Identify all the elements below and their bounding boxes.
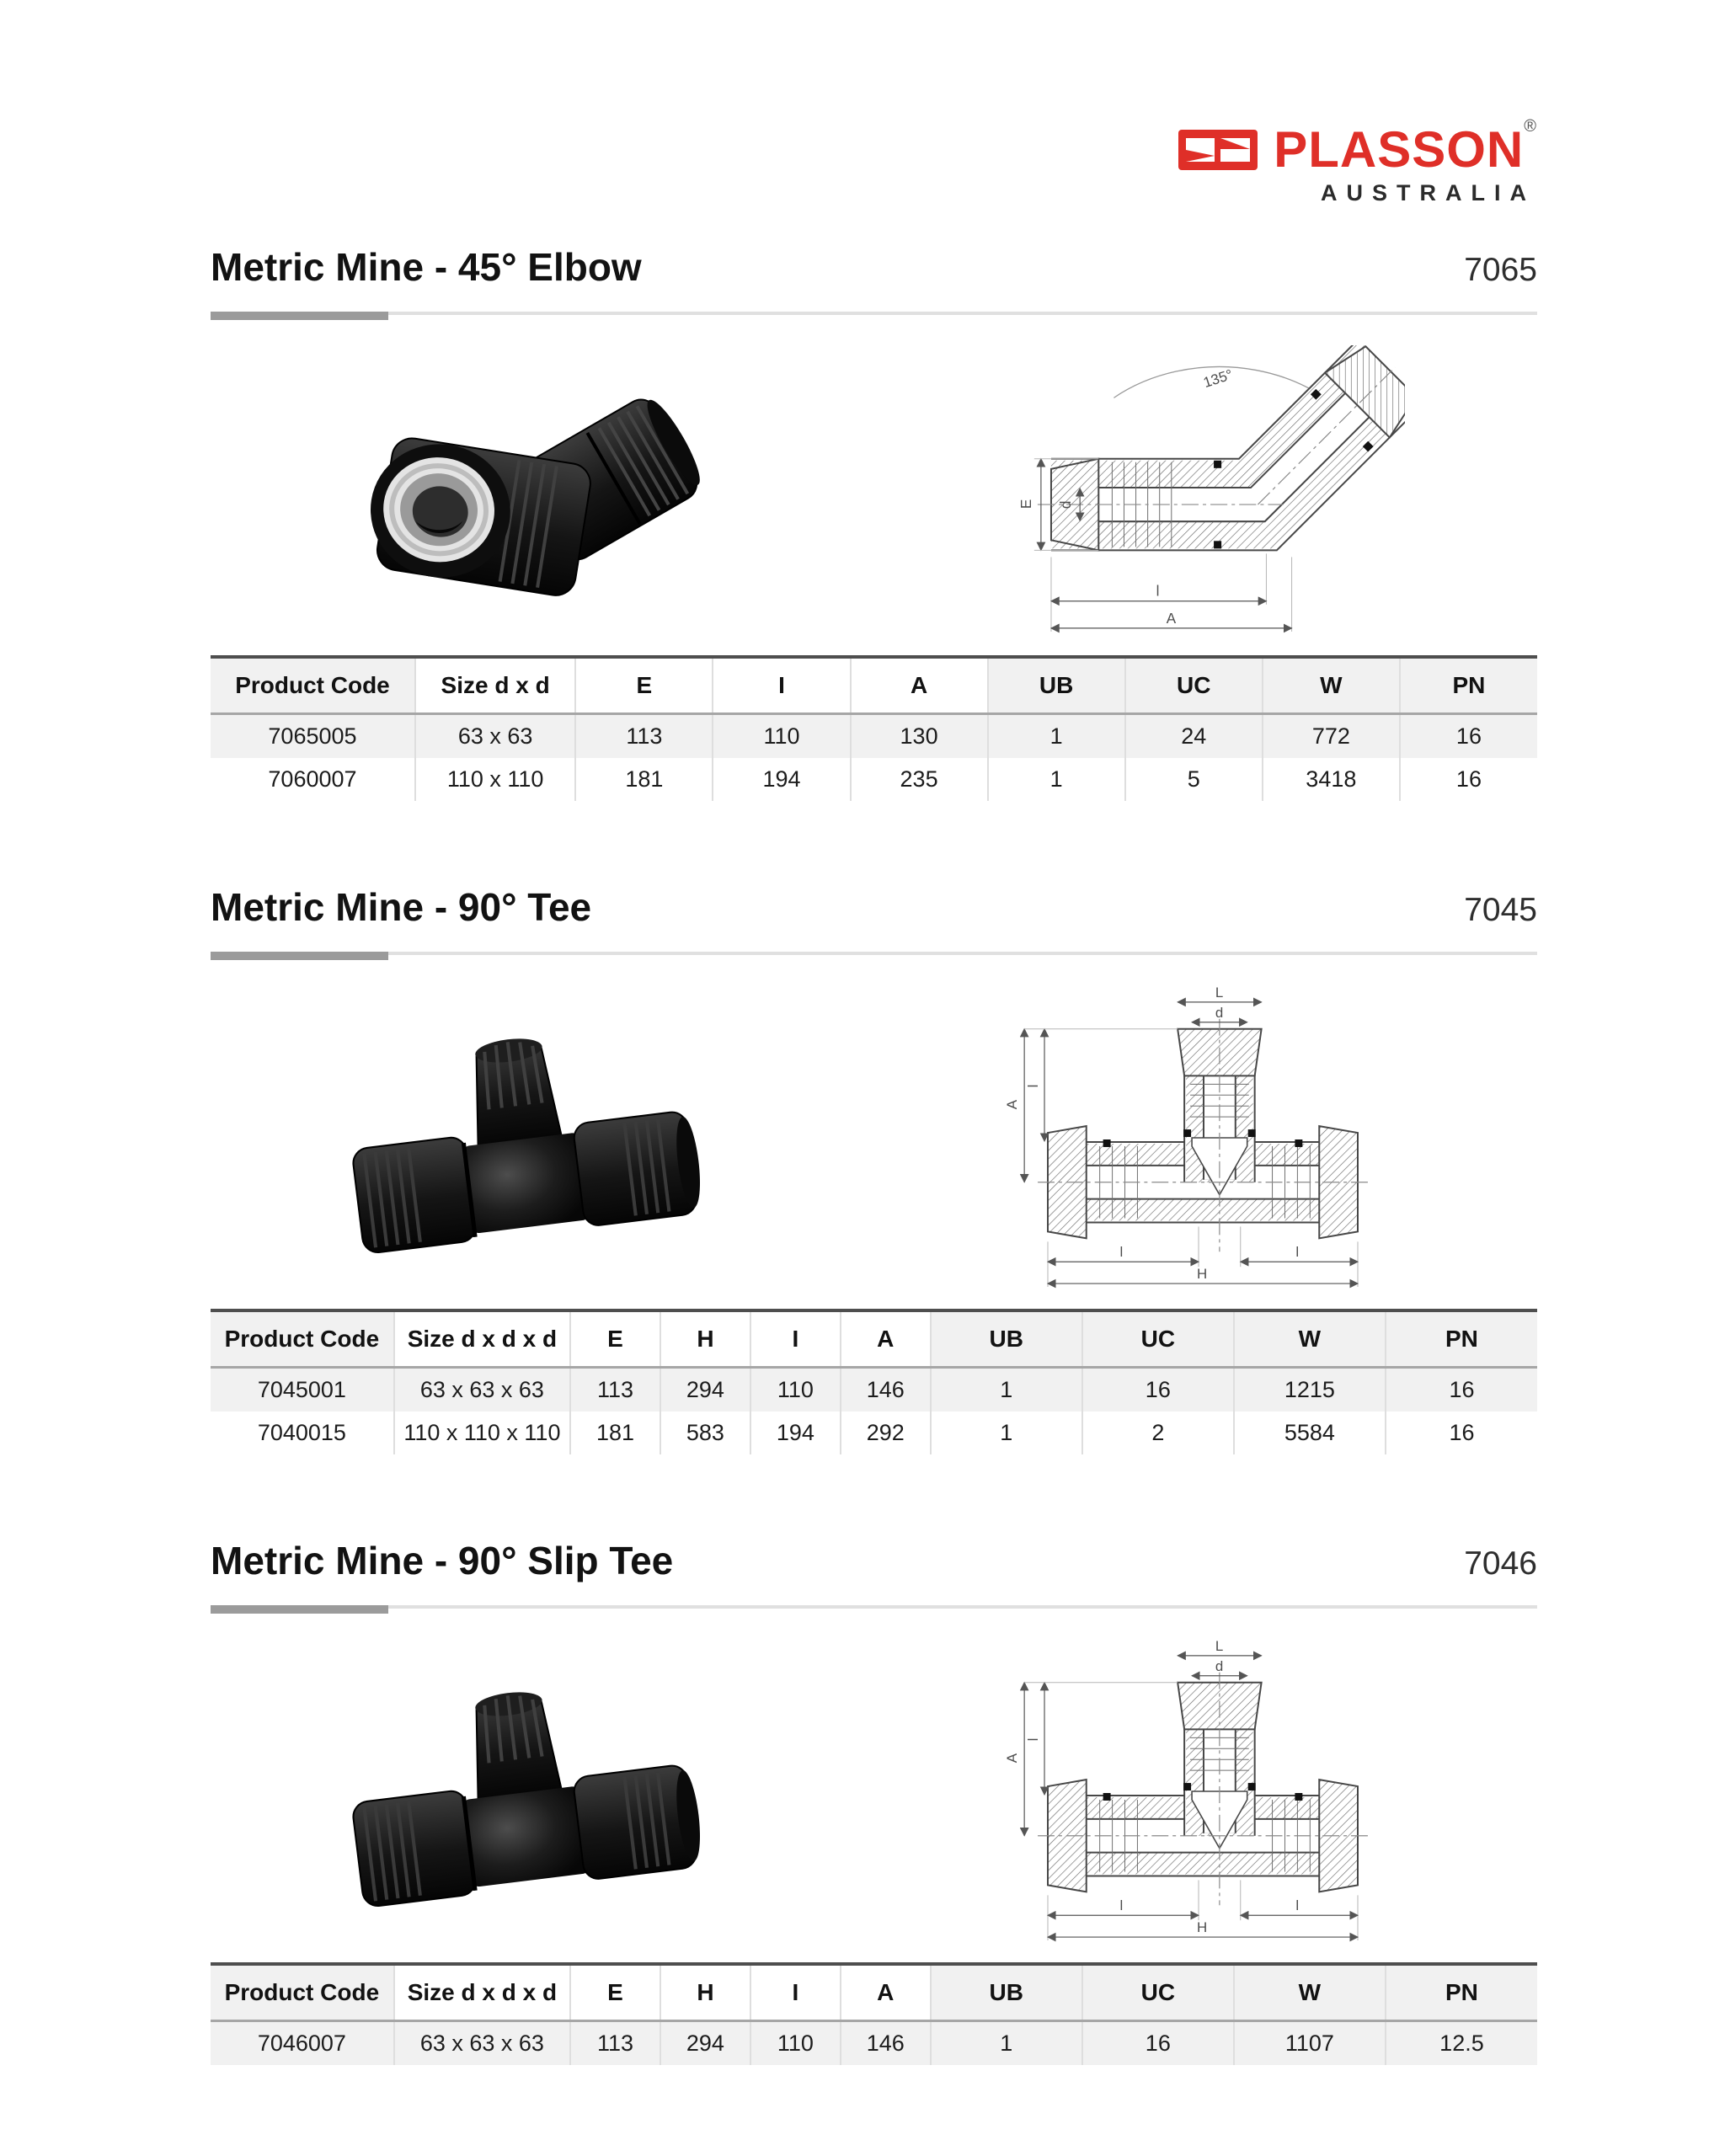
table-cell: 110 [750, 1367, 841, 1412]
dim-label-a: A [1166, 610, 1176, 627]
dim-label-l: l [1156, 583, 1160, 600]
table-cell: 113 [570, 2020, 660, 2065]
section-divider [211, 952, 1537, 960]
column-header: UB [931, 1310, 1082, 1368]
table-cell: 16 [1400, 758, 1537, 801]
table-cell: 1 [931, 2020, 1082, 2065]
table-cell: 292 [841, 1412, 931, 1454]
table-cell: 583 [660, 1412, 750, 1454]
dim-label-d: d [1057, 500, 1074, 509]
table-cell: 113 [570, 1367, 660, 1412]
product-family-code: 7045 [1464, 891, 1537, 928]
page-title: Metric Mine - 90° Slip Tee [211, 1538, 674, 1582]
column-header: A [841, 1310, 931, 1368]
table-cell: 63 x 63 x 63 [394, 1367, 570, 1412]
table-cell: 7045001 [257, 1376, 346, 1402]
table-cell: 146 [841, 2020, 931, 2065]
column-header: Product Code [211, 657, 415, 714]
column-header: Size d x d x d [394, 1310, 570, 1368]
table-cell: 110 x 110 [415, 758, 575, 801]
registered-mark: ® [1524, 117, 1537, 136]
table-cell: 235 [851, 758, 988, 801]
column-header: Product Code [211, 1964, 394, 2021]
slip-tee-product-photo [337, 1655, 708, 1933]
column-header: UC [1125, 657, 1263, 714]
table-cell: 5 [1125, 758, 1263, 801]
column-header: E [570, 1310, 660, 1368]
column-header: I [713, 657, 850, 714]
column-header: H [660, 1310, 750, 1368]
table-cell: 5584 [1234, 1412, 1386, 1454]
table-row [211, 758, 1537, 801]
dim-label-side-l: l [1024, 1084, 1041, 1088]
table-cell: 16 [1386, 1367, 1537, 1412]
dim-label-bottom-l-right: l [1295, 1897, 1299, 1913]
dim-label-h: H [1196, 1265, 1207, 1282]
table-cell: 16 [1386, 1412, 1537, 1454]
page-header [211, 117, 1537, 206]
table-cell: 294 [660, 2020, 750, 2065]
table-cell: 1 [931, 1367, 1082, 1412]
table-cell: 1 [988, 713, 1125, 758]
column-header: H [660, 1964, 750, 2021]
table-cell: 16 [1400, 713, 1537, 758]
column-header: A [841, 1964, 931, 2021]
column-header: E [575, 657, 713, 714]
column-header: PN [1386, 1964, 1537, 2021]
column-header: PN [1400, 657, 1537, 714]
brand-region: AUSTRALIA [1321, 180, 1535, 205]
table-cell: 194 [713, 758, 850, 801]
product-family-code: 7046 [1464, 1545, 1537, 1582]
table-row [211, 1367, 1537, 1412]
table-cell: 110 [750, 2020, 841, 2065]
table-row [211, 713, 1537, 758]
spec-table [211, 1962, 1537, 2065]
table-cell: 1 [988, 758, 1125, 801]
table-cell: 16 [1082, 2020, 1234, 2065]
table-cell: 24 [1125, 713, 1263, 758]
elbow-technical-drawing [1001, 345, 1405, 642]
table-cell: 181 [575, 758, 713, 801]
table-cell: 130 [851, 713, 988, 758]
section-tee-90 [211, 885, 1537, 1454]
table-cell: 146 [841, 1367, 931, 1412]
column-header: A [851, 657, 988, 714]
dim-label-top-l: L [1215, 985, 1223, 1001]
table-cell: 7046007 [257, 2030, 346, 2056]
column-header: Product Code [211, 1310, 394, 1368]
column-header: E [570, 1964, 660, 2021]
table-cell: 113 [575, 713, 713, 758]
dim-label-side-l: l [1024, 1737, 1041, 1742]
table-cell: 1215 [1234, 1367, 1386, 1412]
table-cell: 2 [1082, 1412, 1234, 1454]
dim-label-e: E [1017, 499, 1034, 509]
dim-label-d: d [1215, 1657, 1223, 1674]
header-row [211, 657, 1537, 714]
header-row [211, 1964, 1537, 2021]
elbow-product-photo [337, 359, 708, 628]
table-cell: 63 x 63 x 63 [394, 2020, 570, 2065]
section-divider [211, 312, 1537, 320]
table-cell: 7040015 [257, 1419, 346, 1445]
header-row [211, 1310, 1537, 1368]
table-cell: 1 [931, 1412, 1082, 1454]
column-header: W [1263, 657, 1400, 714]
table-row [211, 2020, 1537, 2065]
dim-label-bottom-l-left: l [1119, 1897, 1123, 1913]
table-cell: 3418 [1263, 758, 1400, 801]
plasson-logo-icon [1178, 129, 1258, 171]
section-divider [211, 1605, 1537, 1614]
table-cell: 7060007 [268, 766, 357, 792]
column-header: UC [1082, 1310, 1234, 1368]
product-family-code: 7065 [1464, 252, 1537, 289]
column-header: PN [1386, 1310, 1537, 1368]
table-cell: 110 x 110 x 110 [394, 1412, 570, 1454]
table-cell: 181 [570, 1412, 660, 1454]
table-cell: 772 [1263, 713, 1400, 758]
dim-label-h: H [1196, 1919, 1207, 1935]
tee-product-photo [337, 1001, 708, 1279]
column-header: I [750, 1310, 841, 1368]
spec-table [211, 1309, 1537, 1454]
column-header: UC [1082, 1964, 1234, 2021]
slip-tee-technical-drawing [1001, 1639, 1405, 1949]
table-row [211, 1412, 1537, 1454]
table-cell: 110 [713, 713, 850, 758]
section-elbow-45 [211, 245, 1537, 801]
table-cell: 194 [750, 1412, 841, 1454]
column-header: W [1234, 1310, 1386, 1368]
dim-label-a: A [1003, 1099, 1020, 1109]
table-cell: 16 [1082, 1367, 1234, 1412]
column-header: W [1234, 1964, 1386, 2021]
column-header: UB [988, 657, 1125, 714]
dim-label-bottom-l-right: l [1295, 1244, 1299, 1261]
dim-label-a: A [1003, 1753, 1020, 1763]
dim-label-d: d [1215, 1004, 1223, 1021]
table-cell: 1107 [1234, 2020, 1386, 2065]
column-header: UB [931, 1964, 1082, 2021]
page-title: Metric Mine - 45° Elbow [211, 245, 642, 289]
column-header: Size d x d [415, 657, 575, 714]
table-cell: 7065005 [268, 723, 357, 749]
column-header: I [750, 1964, 841, 2021]
tee-technical-drawing [1001, 985, 1405, 1295]
spec-table [211, 655, 1537, 801]
table-cell: 12.5 [1386, 2020, 1537, 2065]
brand-name: PLASSON® [1274, 117, 1537, 178]
page-title: Metric Mine - 90° Tee [211, 884, 592, 929]
section-slip-tee-90 [211, 1539, 1537, 2065]
dim-label-angle: 135° [1201, 366, 1235, 391]
table-cell: 63 x 63 [415, 713, 575, 758]
dim-label-top-l: L [1215, 1638, 1223, 1654]
dim-label-bottom-l-left: l [1119, 1244, 1123, 1261]
plasson-logo [1178, 117, 1537, 206]
table-cell: 294 [660, 1367, 750, 1412]
column-header: Size d x d x d [394, 1964, 570, 2021]
